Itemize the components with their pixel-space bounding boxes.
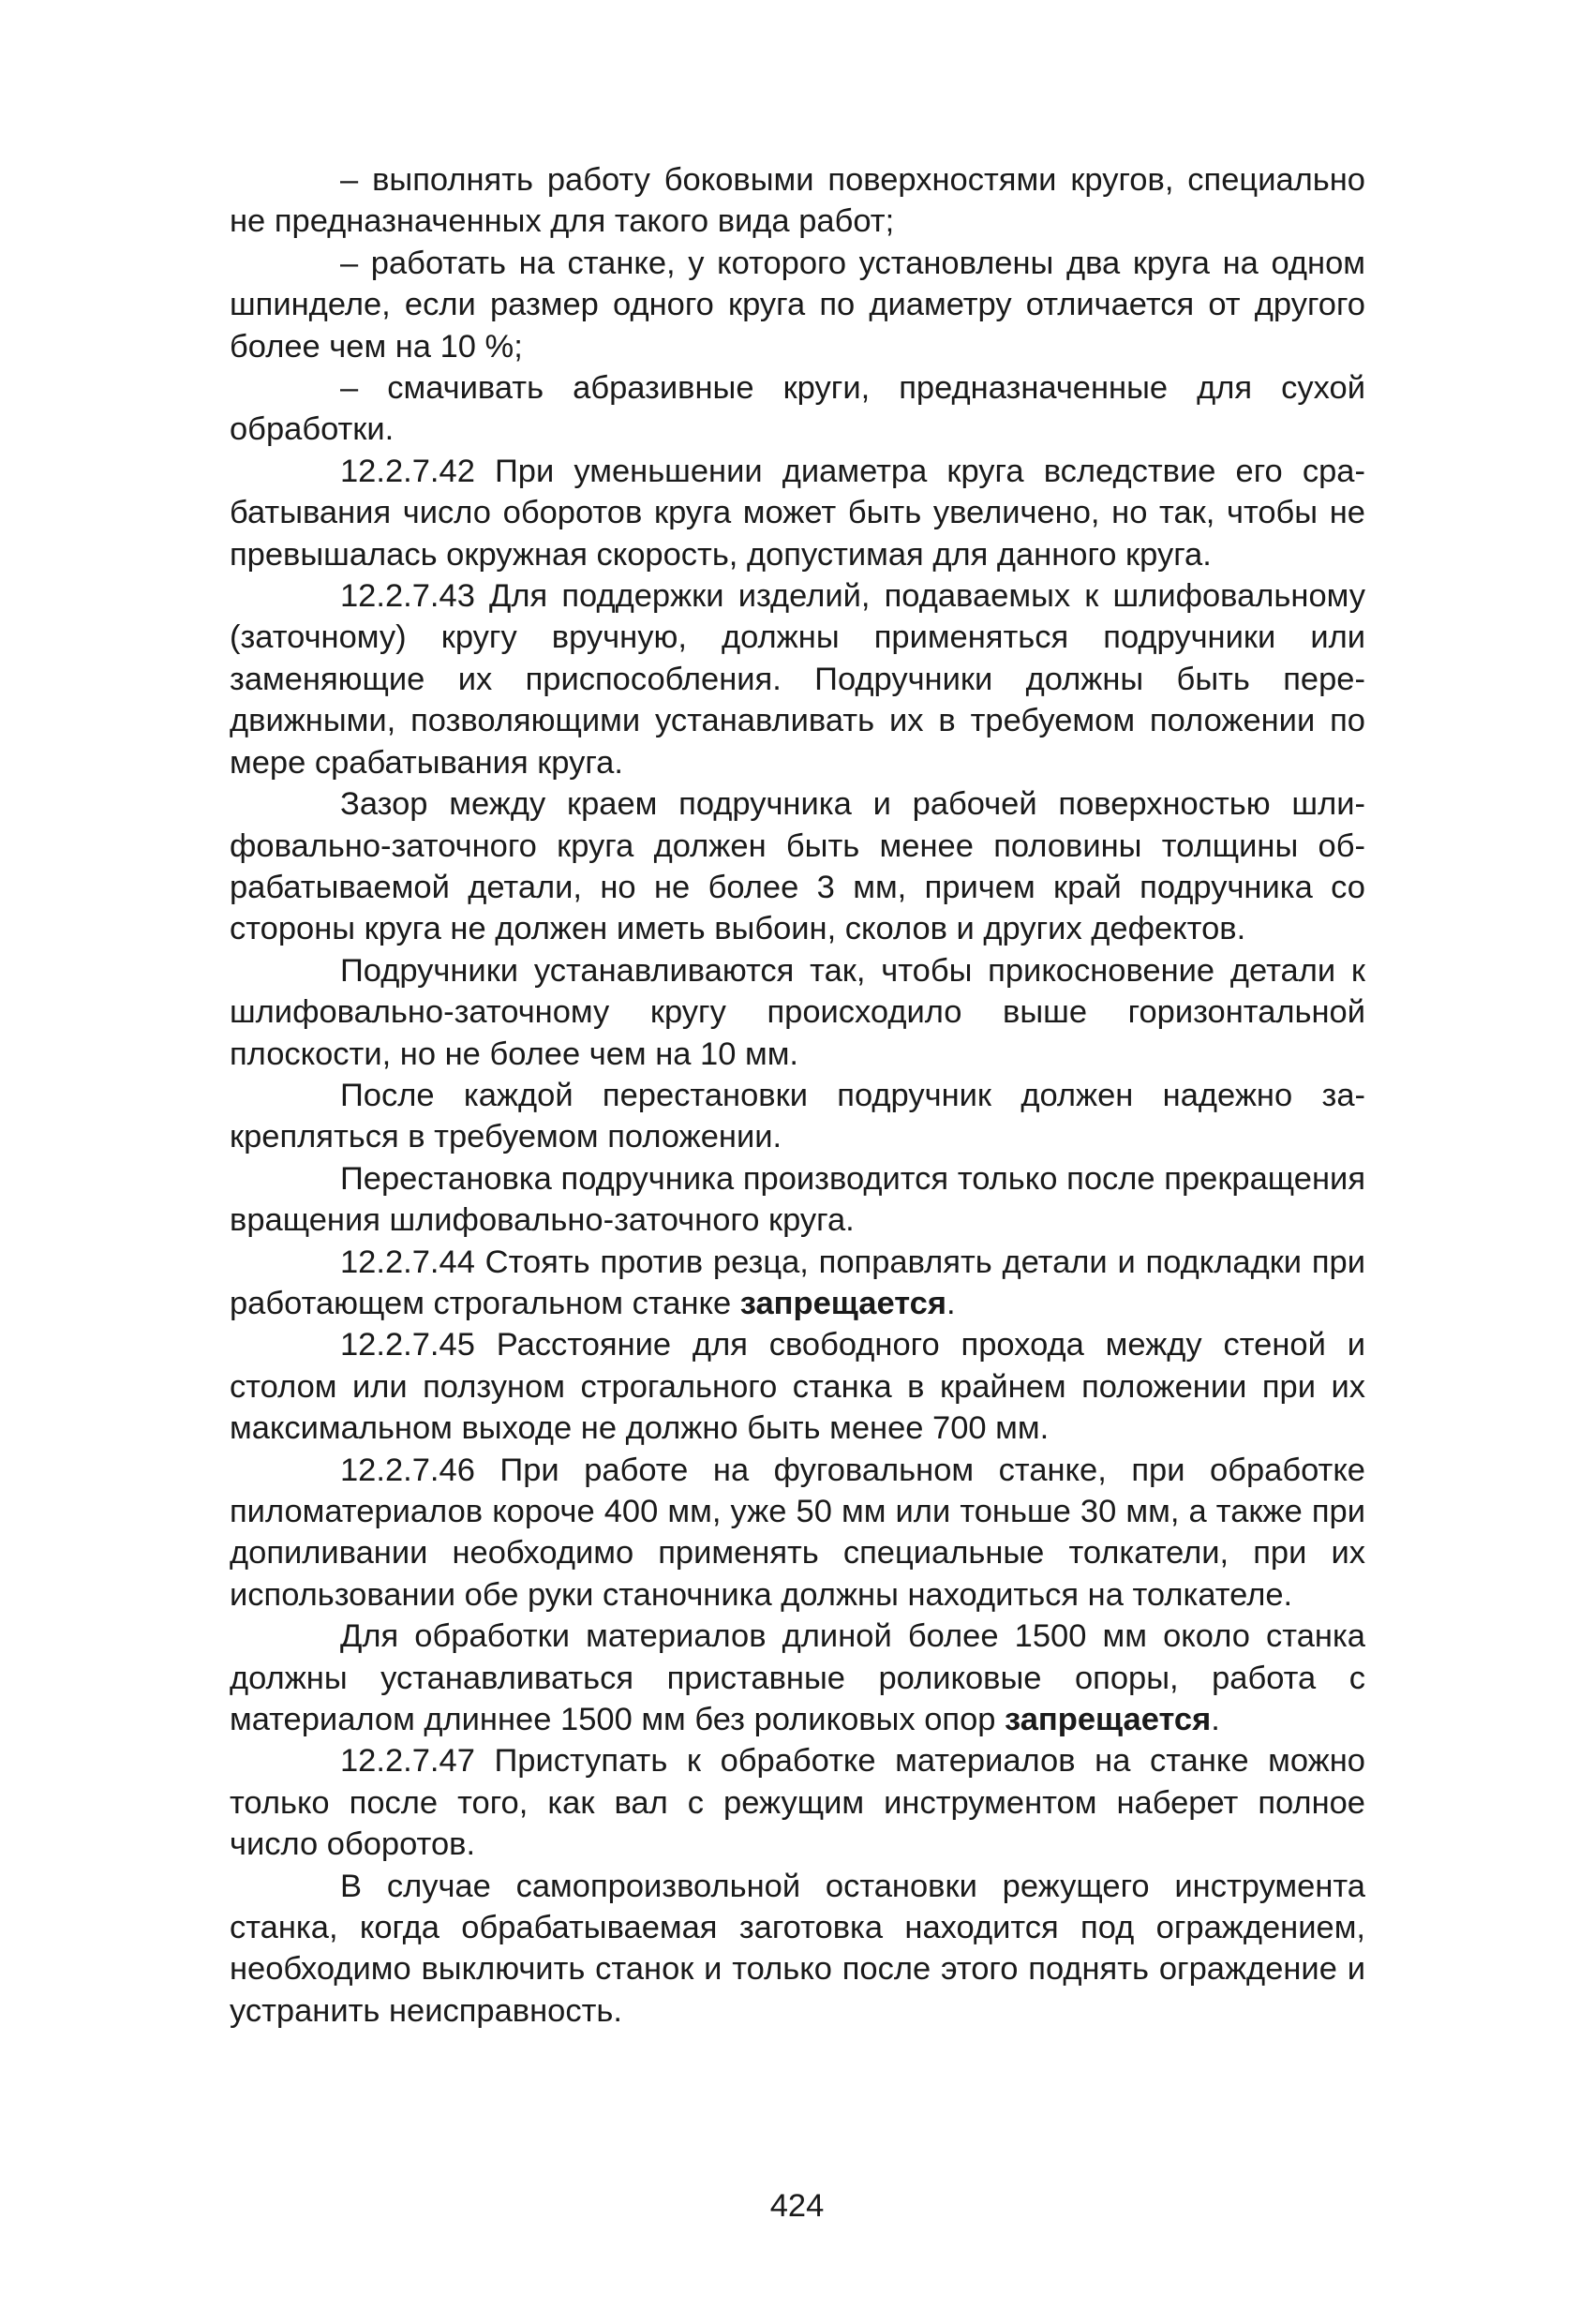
- paragraph-text: Перестановка подручника производится только после прекращения вращения шлифовально-заточного круга.: [230, 1160, 1365, 1239]
- paragraph-12-2-7-46: [230, 1450, 1365, 1616]
- paragraph-text: В случае самопроизвольной остановки режущего инструмента станка, когда обрабатываемая заготовка находится под ограждением, необходимо выключить станок и только после этого поднять ограждение и устранить неисправность.: [230, 1868, 1365, 2029]
- body-text: [230, 159, 1365, 2032]
- paragraph-12-2-7-44: [230, 1242, 1365, 1325]
- paragraph-text-end: .: [1211, 1702, 1220, 1738]
- paragraph-text: – работать на станке, у которого установлены два круга на одном шпинделе, если размер одного круга по диаметру отличается от другого более чем на 10 %;: [230, 245, 1365, 365]
- paragraph-12-2-7-43: [230, 575, 1365, 783]
- paragraph-text: – выполнять работу боковыми поверхностями кругов, специально не предназначенных для такого вида работ;: [230, 162, 1365, 240]
- paragraph-text: 12.2.7.42 При уменьшении диаметра круга вследствие его срабатывания число оборотов круга может быть увеличено, но так, чтобы не превышалась окружная скорость, допустимая для данного круга.: [230, 453, 1365, 573]
- paragraph-bullet-two-wheels: [230, 243, 1365, 367]
- paragraph-12-2-7-47: [230, 1740, 1365, 1865]
- paragraph-rest-fixing: [230, 1075, 1365, 1158]
- paragraph-text: После каждой перестановки подручник должен надежно закрепляться в требуемом положении.: [230, 1077, 1365, 1155]
- paragraph-text: 12.2.7.43 Для поддержки изделий, подаваемых к шлифовальному (заточному) кругу вручную, должны применяться подручники или заменяющие их приспособления. Подручники должны быть передвижными, позволяющими устанавливать их в требуемом положении по мере срабатывания круга.: [230, 578, 1365, 781]
- paragraph-text: Зазор между краем подручника и рабочей поверхностью шлифовально-заточного круга должен быть менее половины толщины обрабатываемой детали, но не более 3 мм, причем край подручника со стороны круга не должен иметь выбоин, сколов и других дефектов.: [230, 786, 1365, 947]
- paragraph-bullet-wetting: [230, 367, 1365, 451]
- emphasis-prohibited: запрещается: [739, 1285, 946, 1321]
- paragraph-text: 12.2.7.45 Расстояние для свободного прохода между стеной и столом или ползуном строгального станка в крайнем положении при их максимальном выходе не должно быть менее 700 мм.: [230, 1327, 1365, 1447]
- paragraph-text-end: .: [946, 1285, 956, 1321]
- paragraph-12-2-7-45: [230, 1324, 1365, 1449]
- paragraph-12-2-7-42: [230, 451, 1365, 575]
- paragraph-text: Подручники устанавливаются так, чтобы прикосновение детали к шлифовально-заточному кругу происходило выше горизонтальной плоскости, но не более чем на 10 мм.: [230, 952, 1365, 1072]
- paragraph-text: 12.2.7.46 При работе на фуговальном станке, при обработке пиломатериалов короче 400 мм, уже 50 мм или тоньше 30 мм, а также при допиливании необходимо применять специальные толкатели, при их использовании обе руки станочника должны находиться на толкателе.: [230, 1452, 1365, 1613]
- paragraph-spontaneous-stop: [230, 1866, 1365, 2033]
- paragraph-text: – смачивать абразивные круги, предназначенные для сухой обработки.: [230, 370, 1365, 448]
- paragraph-text: 12.2.7.44 Стоять против резца, поправлять детали и подкладки при работающем строгальном станке: [230, 1244, 1365, 1321]
- paragraph-text: Для обработки материалов длиной более 1500 мм около станка должны устанавливаться приставные роликовые опоры, работа с материалом длиннее 1500 мм без роликовых опор: [230, 1618, 1365, 1738]
- paragraph-gap-rule: [230, 783, 1365, 950]
- page-number: 424: [769, 2188, 825, 2224]
- paragraph-text: 12.2.7.47 Приступать к обработке материалов на станке можно только после того, как вал с режущим инструментом наберет полное число оборотов.: [230, 1743, 1365, 1863]
- paragraph-roller-supports: [230, 1616, 1365, 1740]
- paragraph-rest-relocation: [230, 1158, 1365, 1242]
- paragraph-bullet-side-surfaces: [230, 159, 1365, 243]
- paragraph-rest-position: [230, 950, 1365, 1075]
- emphasis-prohibited: запрещается: [1005, 1702, 1212, 1738]
